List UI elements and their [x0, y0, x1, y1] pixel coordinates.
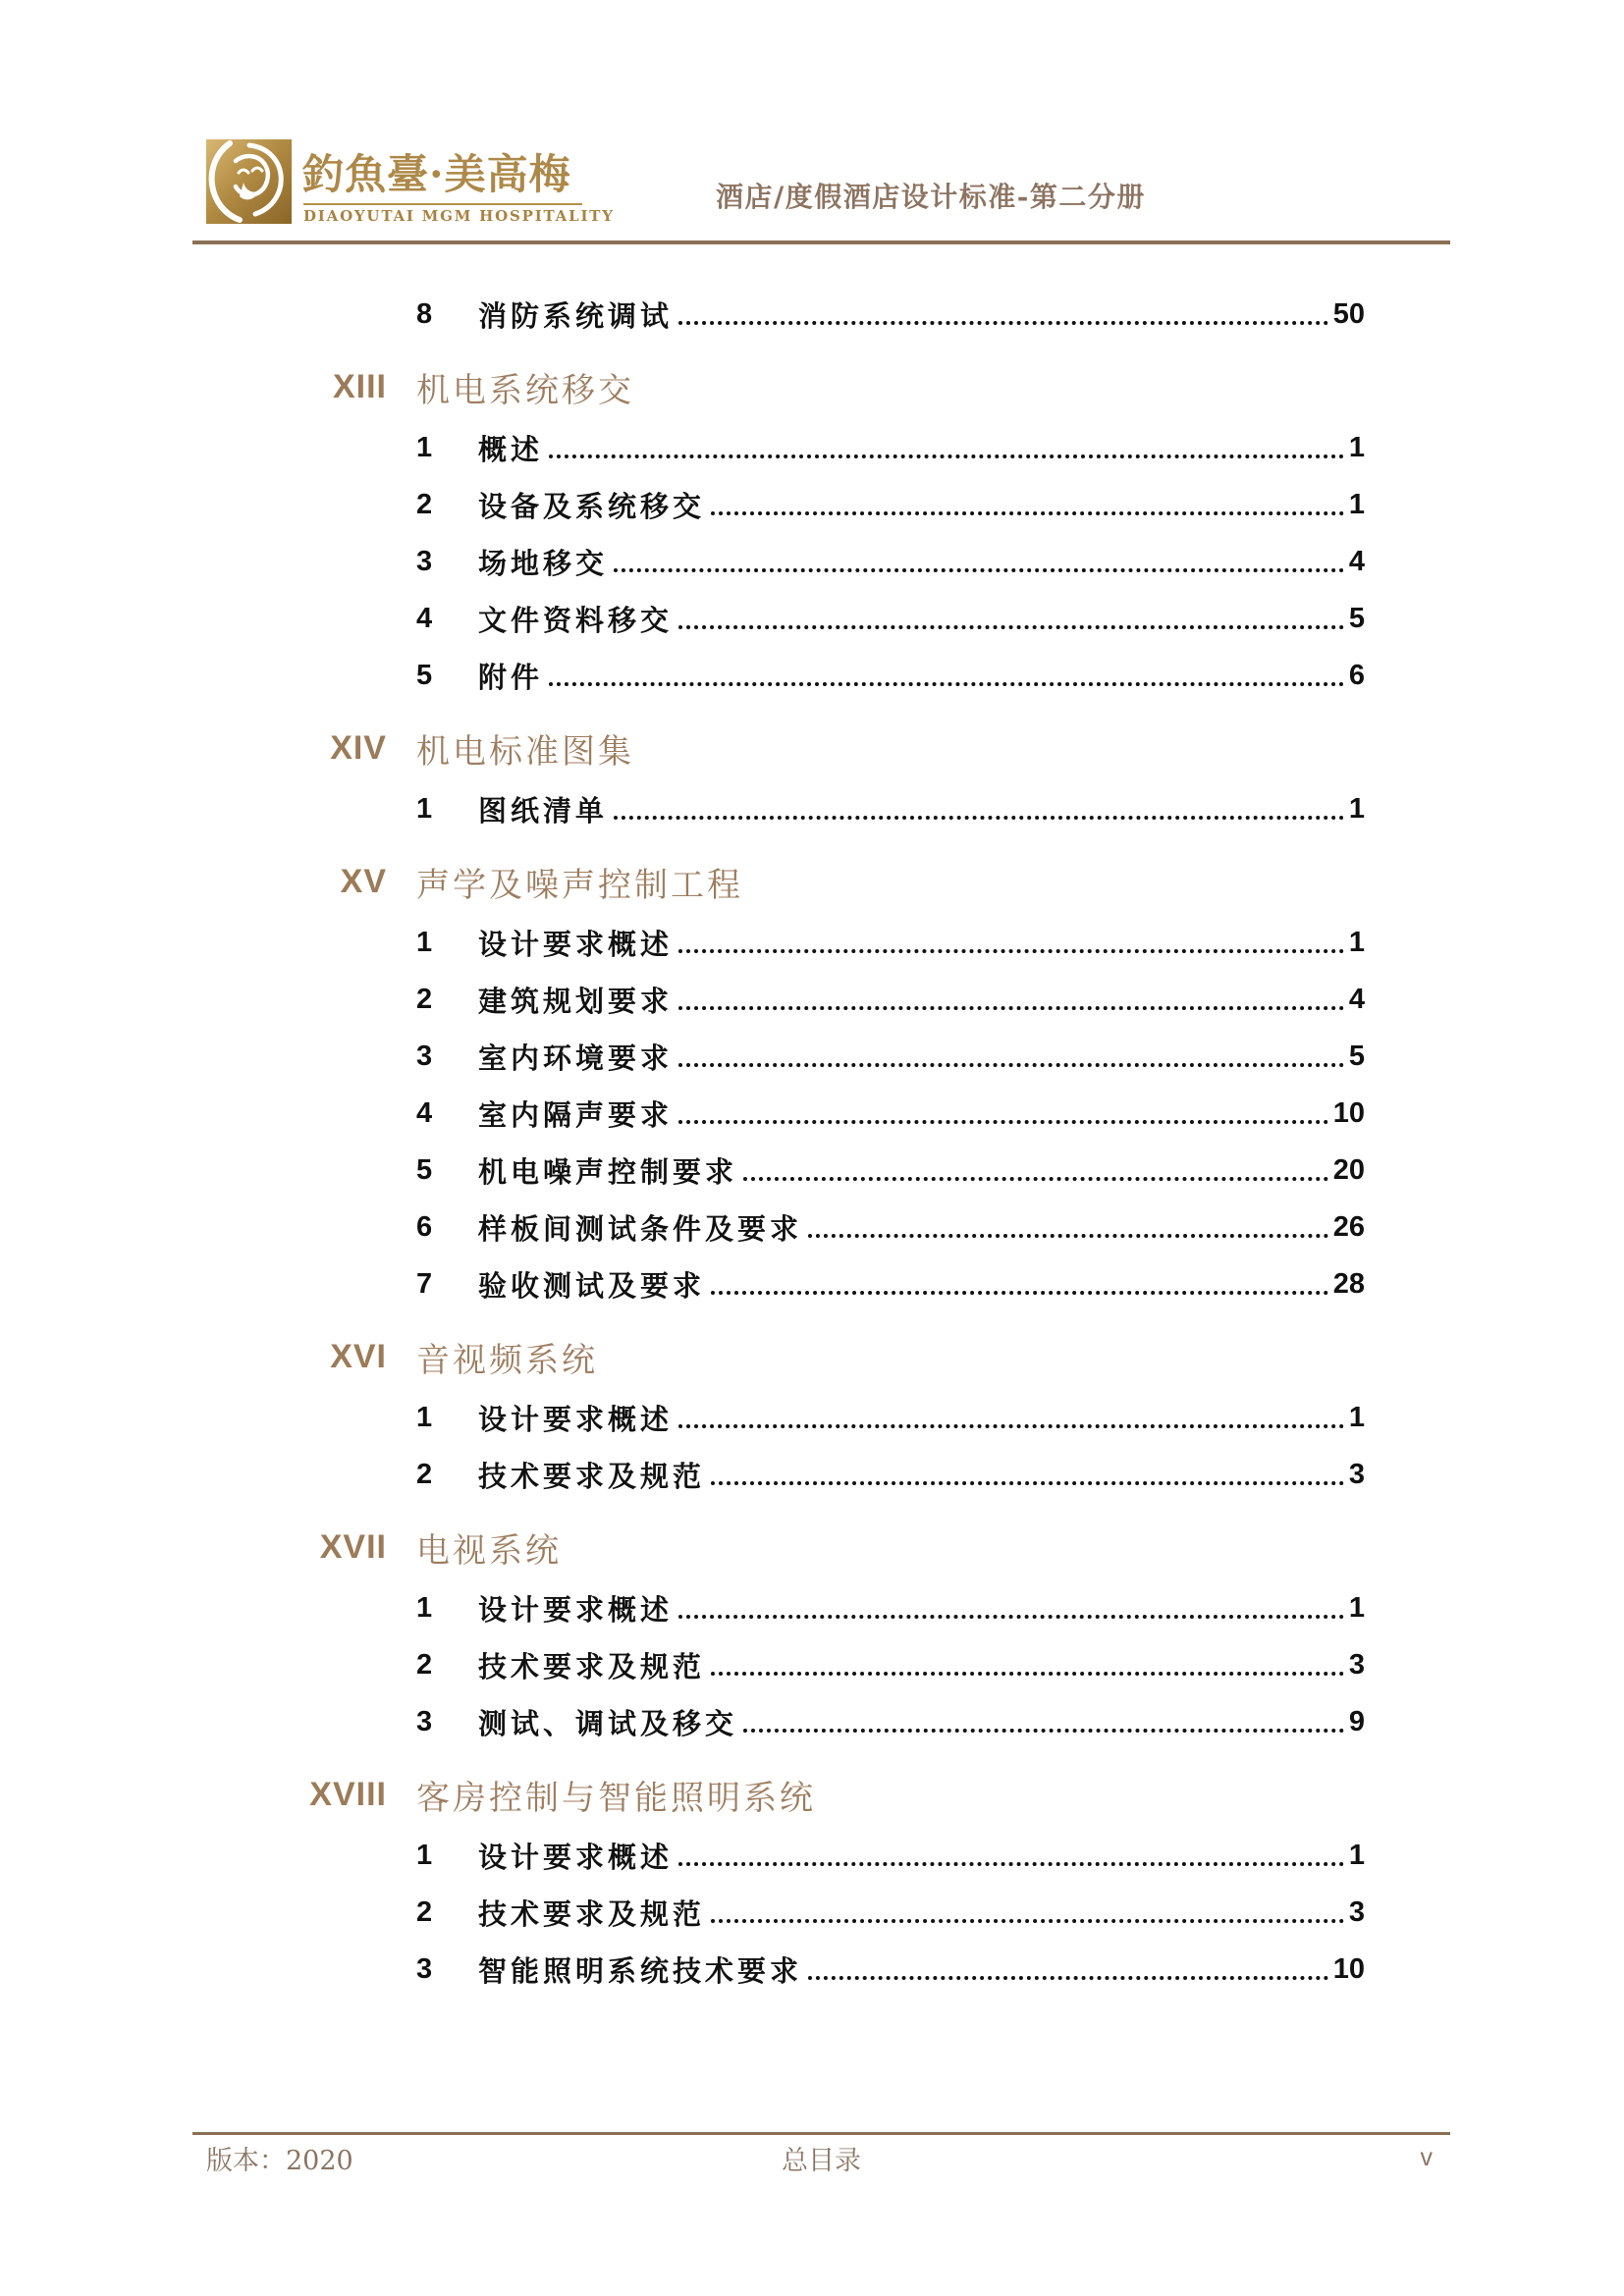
- toc-item-page-number: 4: [1348, 545, 1365, 577]
- toc-item-title: 文件资料移交: [478, 603, 674, 637]
- toc-item-row: [192, 1389, 1365, 1446]
- footer-page-number: v: [1420, 2143, 1433, 2171]
- toc-item-page-number: 28: [1332, 1267, 1365, 1300]
- toc-item-number: 2: [416, 1458, 433, 1490]
- toc-item-title: 场地移交: [478, 546, 609, 580]
- toc-section-title: 客房控制与智能照明系统: [416, 1778, 816, 1818]
- toc-item-page-number: 1: [1348, 431, 1365, 463]
- toc-section-heading: [192, 853, 1365, 910]
- page-footer: [192, 2140, 1450, 2175]
- toc-section-numeral: XVII: [319, 1527, 387, 1566]
- toc-item-page-number: 20: [1332, 1153, 1365, 1186]
- toc-item-title: 建筑规划要求: [478, 984, 674, 1018]
- toc-item-page-number: 26: [1332, 1210, 1365, 1243]
- toc-item-page-number: 10: [1332, 1952, 1365, 1985]
- dot-leader: [678, 1120, 1328, 1124]
- dot-leader: [678, 1862, 1344, 1866]
- toc-item-row: [192, 1884, 1365, 1941]
- toc-item-row: [192, 419, 1365, 476]
- toc-item-title: 消防系统调试: [478, 298, 674, 333]
- toc-item-number: 1: [416, 792, 433, 825]
- toc-item-row: [192, 971, 1365, 1028]
- toc-section-heading: [192, 358, 1365, 415]
- toc-item-page-number: 3: [1348, 1896, 1365, 1928]
- dot-leader: [678, 625, 1344, 629]
- toc-item-title: 设计要求概述: [478, 1402, 674, 1436]
- mgm-lion-icon: [206, 139, 292, 224]
- toc-item-row: [192, 476, 1365, 533]
- toc-section-title: 机电系统移交: [416, 370, 634, 410]
- toc-section-title: 音视频系统: [416, 1340, 598, 1380]
- toc-item-title: 设计要求概述: [478, 1592, 674, 1627]
- dot-leader: [549, 682, 1344, 686]
- logo-english-name: DIAOYUTAI MGM HOSPITALITY: [303, 207, 615, 225]
- dot-leader: [614, 568, 1344, 572]
- toc-item-page-number: 1: [1348, 792, 1365, 825]
- toc-item-row: [192, 1085, 1365, 1142]
- dot-leader: [711, 1291, 1328, 1295]
- toc-item-page-number: 10: [1332, 1096, 1365, 1129]
- header-rule: [192, 240, 1450, 244]
- dot-leader: [549, 454, 1344, 458]
- dot-leader: [743, 1729, 1344, 1733]
- toc-item-title: 概述: [478, 432, 544, 466]
- toc-item-row: [192, 780, 1365, 837]
- dot-leader: [711, 1481, 1344, 1485]
- toc-item-row: [192, 590, 1365, 647]
- toc-item-page-number: 6: [1348, 659, 1365, 691]
- toc-item-title: 室内隔声要求: [478, 1097, 674, 1132]
- toc-item-title: 技术要求及规范: [478, 1459, 706, 1493]
- toc-item-page-number: 1: [1348, 1591, 1365, 1624]
- toc-item-title: 室内环境要求: [478, 1041, 674, 1075]
- dot-leader: [678, 949, 1344, 953]
- toc-section-heading: [192, 1328, 1365, 1385]
- logo-divider: [303, 203, 582, 205]
- toc-item-row: [192, 1827, 1365, 1884]
- toc-item-row: [192, 914, 1365, 971]
- toc-section-numeral: XV: [340, 862, 387, 900]
- toc-item-page-number: 5: [1348, 1040, 1365, 1072]
- toc-item-number: 2: [416, 488, 433, 520]
- toc-item-title: 样板间测试条件及要求: [478, 1211, 803, 1246]
- toc-item-number: 1: [416, 1839, 433, 1871]
- toc-item-title: 技术要求及规范: [478, 1896, 706, 1931]
- toc-item-number: 1: [416, 1401, 433, 1433]
- toc-item-number: 3: [416, 1705, 433, 1737]
- toc-item-page-number: 3: [1348, 1458, 1365, 1490]
- dot-leader: [678, 1615, 1344, 1619]
- toc-item-number: 6: [416, 1210, 433, 1243]
- toc-item-page-number: 4: [1348, 983, 1365, 1015]
- toc-item-row: [192, 1579, 1365, 1636]
- footer-center-label: 总目录: [782, 2145, 861, 2176]
- toc-item-title: 验收测试及要求: [478, 1268, 706, 1303]
- document-subtitle: 酒店/度假酒店设计标准-第二分册: [716, 181, 1146, 213]
- toc-section-title: 电视系统: [416, 1530, 562, 1571]
- toc-item-row: [192, 647, 1365, 704]
- toc-item-row: [192, 1446, 1365, 1503]
- toc-item-row: [192, 1199, 1365, 1255]
- toc-item-row: [192, 1941, 1365, 1998]
- toc-item-page-number: 5: [1348, 602, 1365, 634]
- toc-section-heading: [192, 1519, 1365, 1575]
- dot-leader: [743, 1177, 1328, 1181]
- toc-item-number: 1: [416, 1591, 433, 1624]
- toc-item-page-number: 3: [1348, 1648, 1365, 1681]
- toc-section-title: 声学及噪声控制工程: [416, 865, 743, 905]
- toc-item-page-number: 1: [1348, 1839, 1365, 1871]
- toc-item-number: 8: [416, 297, 433, 330]
- toc-item-page-number: 50: [1332, 297, 1365, 330]
- toc-item-number: 2: [416, 1648, 433, 1681]
- toc-item-number: 4: [416, 1096, 433, 1129]
- footer-rule: [192, 2132, 1450, 2135]
- table-of-contents: [192, 286, 1365, 1998]
- toc-item-number: 5: [416, 659, 433, 691]
- dot-leader: [678, 1063, 1344, 1067]
- toc-item-title: 图纸清单: [478, 793, 609, 828]
- dot-leader: [711, 1672, 1344, 1676]
- toc-section-numeral: XVIII: [309, 1775, 387, 1813]
- toc-item-title: 机电噪声控制要求: [478, 1154, 738, 1189]
- toc-item-number: 1: [416, 926, 433, 958]
- toc-item-row: [192, 1255, 1365, 1312]
- toc-item-number: 3: [416, 1952, 433, 1985]
- toc-item-title: 设计要求概述: [478, 1840, 674, 1874]
- toc-item-title: 设备及系统移交: [478, 489, 706, 523]
- toc-item-title: 技术要求及规范: [478, 1649, 706, 1683]
- toc-item-number: 3: [416, 545, 433, 577]
- toc-item-number: 5: [416, 1153, 433, 1186]
- toc-section-numeral: XVI: [330, 1337, 387, 1375]
- toc-item-title: 附件: [478, 660, 544, 694]
- toc-section-heading: [192, 720, 1365, 776]
- dot-leader: [711, 511, 1344, 515]
- toc-item-number: 1: [416, 431, 433, 463]
- toc-item-page-number: 1: [1348, 926, 1365, 958]
- toc-item-number: 2: [416, 983, 433, 1015]
- dot-leader: [678, 1424, 1344, 1428]
- logo-chinese-name: 釣魚臺·美高梅: [302, 150, 571, 198]
- version-label: 版本：2020: [206, 2145, 353, 2176]
- toc-item-row: [192, 1636, 1365, 1693]
- toc-item-page-number: 1: [1348, 488, 1365, 520]
- dot-leader: [711, 1919, 1344, 1923]
- toc-item-title: 设计要求概述: [478, 927, 674, 961]
- toc-item-row: [192, 533, 1365, 590]
- dot-leader: [678, 1006, 1344, 1010]
- toc-item-title: 测试、调试及移交: [478, 1706, 738, 1740]
- toc-item-number: 7: [416, 1267, 433, 1300]
- toc-item-number: 3: [416, 1040, 433, 1072]
- dot-leader: [808, 1234, 1328, 1238]
- toc-section-heading: [192, 1766, 1365, 1823]
- dot-leader: [614, 816, 1344, 820]
- toc-item-row: [192, 1693, 1365, 1750]
- dot-leader: [808, 1976, 1328, 1980]
- toc-section-title: 机电标准图集: [416, 731, 634, 772]
- toc-section-numeral: XIV: [330, 728, 387, 767]
- toc-item-page-number: 9: [1348, 1705, 1365, 1737]
- toc-item-number: 4: [416, 602, 433, 634]
- toc-item-title: 智能照明系统技术要求: [478, 1953, 803, 1988]
- toc-item-row: [192, 286, 1365, 343]
- toc-section-numeral: XIII: [332, 367, 387, 405]
- toc-item-row: [192, 1142, 1365, 1199]
- toc-item-number: 2: [416, 1896, 433, 1928]
- toc-item-page-number: 1: [1348, 1401, 1365, 1433]
- dot-leader: [678, 321, 1328, 325]
- toc-item-row: [192, 1028, 1365, 1085]
